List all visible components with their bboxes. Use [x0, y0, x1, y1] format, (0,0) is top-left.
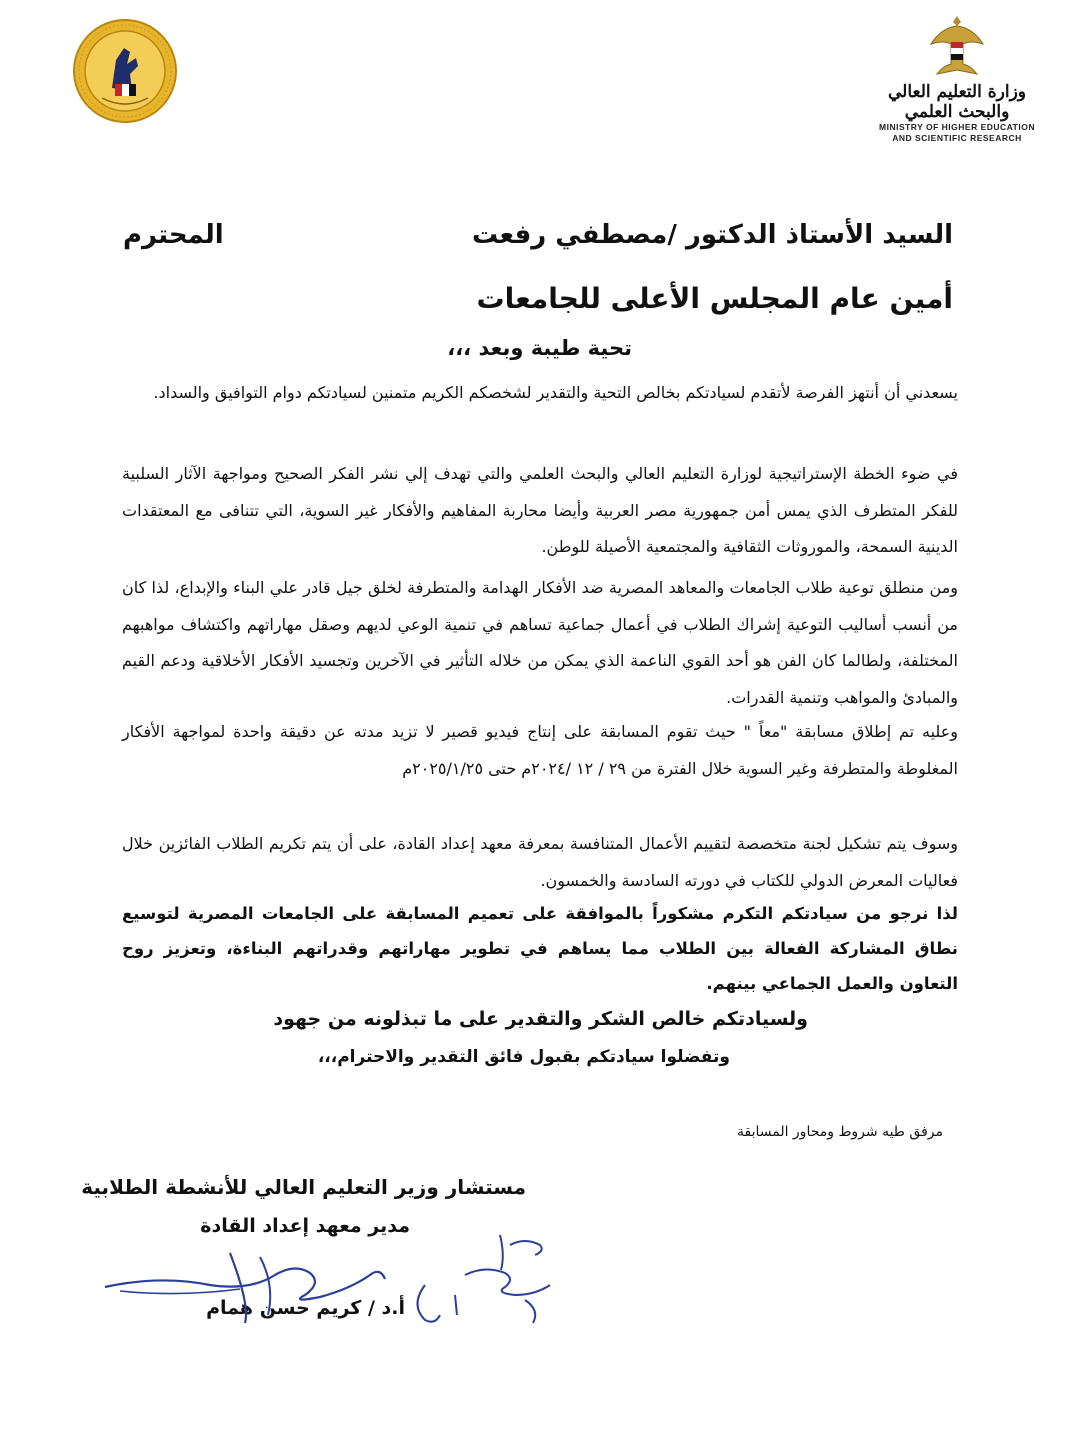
greeting: تحية طيبة وبعد ،،، — [447, 336, 632, 360]
addressee-honorific: المحترم — [123, 220, 224, 250]
addressee-name: السيد الأستاذ الدكتور /مصطفي رفعت — [472, 220, 953, 250]
addressee-line — [123, 220, 953, 268]
attachment-note: مرفق طيه شروط ومحاور المسابقة — [736, 1124, 943, 1140]
signatory-title: مستشار وزير التعليم العالي للأنشطة الطلابية — [81, 1175, 526, 1199]
institute-seal-icon — [72, 18, 178, 124]
signatory-position: مدير معهد إعداد القادة — [200, 1215, 410, 1237]
paragraph-2: في ضوء الخطة الإستراتيجية لوزارة التعليم العالي والبحث العلمي والتي تهدف إلي نشر الفكر الصحيح ومواجهة الآثار السلبية للفكر المتطرف الذي يمس أمن جمهورية مصر العربية وأيضا محاربة المفاهيم والأفكار غير السوية، التي تتنافى مع المعتقدات الدينية السمحة، والموروثات الثقافية والمجتمعية الأصيلة للوطن. — [122, 464, 958, 556]
closing-thanks: ولسيادتكم خالص الشكر والتقدير على ما تبذلونه من جهود — [273, 1008, 808, 1030]
paragraph-6-request: لذا نرجو من سيادتكم التكرم مشكوراً بالموافقة على تعميم المسابقة على الجامعات المصرية لتوسيع نطاق المشاركة الفعالة بين الطلاب مما يساهم في تطوير مهاراتهم وقدراتهم البناءة، وتعزيز روح التعاون والعمل الجماعي بينهم. — [122, 904, 958, 993]
eagle-emblem-icon — [927, 14, 987, 80]
handwritten-signature-icon — [100, 1245, 400, 1325]
handwritten-annotation-icon — [405, 1215, 565, 1335]
paragraph-1: يسعدني أن أنتهز الفرصة لأتقدم لسيادتكم بخالص التحية والتقدير لشخصكم الكريم متمنين لسيادتكم دوام التوافيق والسداد. — [153, 383, 958, 402]
paragraph-5: وسوف يتم تشكيل لجنة متخصصة لتقييم الأعمال المتنافسة بمعرفة معهد إعداد القادة، على أن يتم تكريم الطلاب الفائزين خلال فعاليات المعرض الدولي للكتاب في دورته السادسة والخمسون. — [122, 834, 958, 890]
ministry-logo — [862, 14, 1052, 149]
ministry-name-ar: وزارة التعليم العالي والبحث العلمي — [887, 82, 1027, 122]
paragraph-4: وعليه تم إطلاق مسابقة "معاً " حيث تقوم المسابقة على إنتاج فيديو قصير لا تزيد مدته عن دقيقة واحدة لمواجهة الأفكار المغلوطة والمتطرفة وغير السوية خلال الفترة من ٢٩ / ١٢ /٢٠٢٤م حتى ٢٠٢٥/١/٢٥م — [122, 722, 958, 778]
addressee-title: أمين عام المجلس الأعلى للجامعات — [476, 282, 953, 315]
paragraph-3: ومن منطلق توعية طلاب الجامعات والمعاهد المصرية ضد الأفكار الهدامة والمتطرفة لخلق جيل قادر علي البناء والإبداع، لذا كان من أنسب أساليب التوعية إشراك الطلاب في أعمال جماعية تساهم في تنمية الوعي لديهم وصقل مهاراتهم واكتشاف مواهبهم المختلفة، ولطالما كان الفن هو أحد القوي الناعمة الذي يمكن من خلاله التأثير في الآخرين وتجسيد الأفكار الأخلاقية ودعم القيم والمبادئ والمواهب وتنمية القدرات. — [122, 578, 958, 707]
closing-regards: وتفضلوا سيادتكم بقبول فائق التقدير والاحترام،،، — [317, 1047, 730, 1067]
ministry-name-en-line2: AND SCIENTIFIC RESEARCH — [892, 133, 1022, 143]
signatory-name: أ.د / كريم حسن همام — [206, 1297, 405, 1319]
ministry-name-en-line1: MINISTRY OF HIGHER EDUCATION — [879, 122, 1035, 132]
